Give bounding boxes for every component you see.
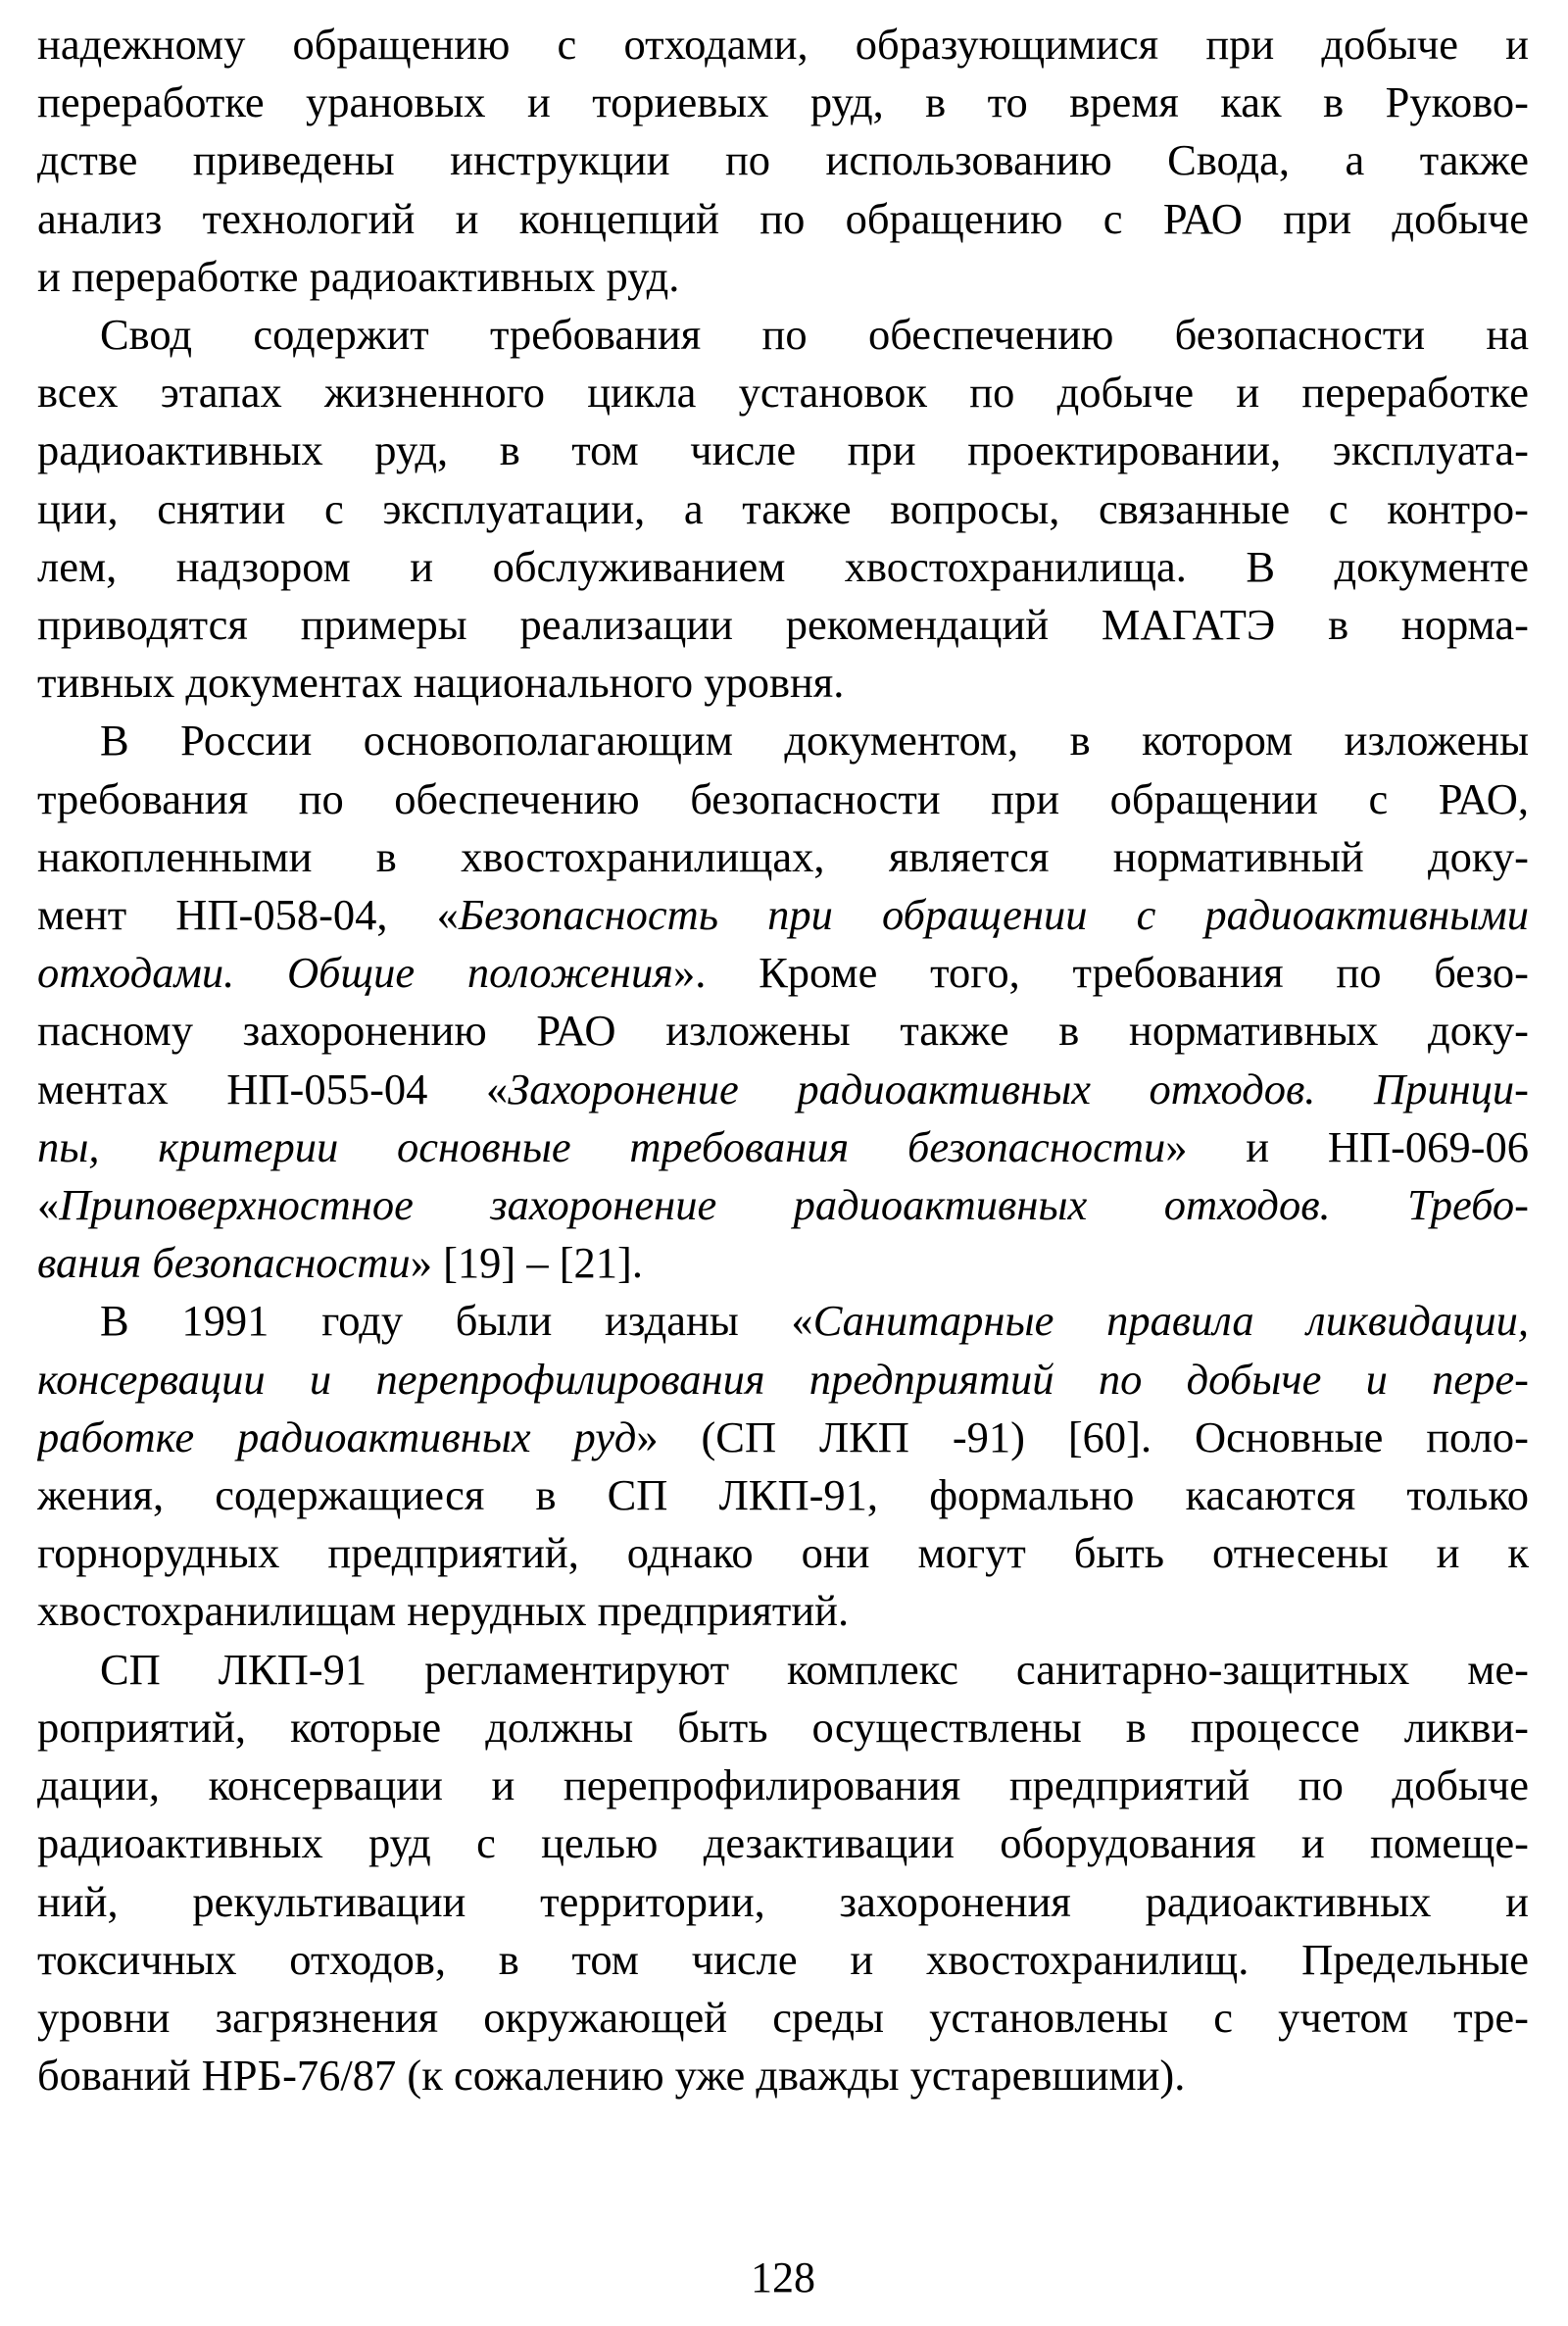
text-line: [37, 538, 1529, 596]
text-line: [37, 1409, 1529, 1466]
text-run: тивных документах национального уровня.: [37, 658, 845, 708]
book-page: [37, 16, 1529, 2309]
paragraph: [37, 16, 1529, 306]
text-run: горнорудных предприятий, однако они могут быть отнесены и к: [37, 1528, 1529, 1578]
italic-text-run: Приповерхностное захоронение радиоактивных отходов. Требо-: [59, 1180, 1529, 1230]
text-run: роприятий, которые должны быть осуществлены в процессе ликви-: [37, 1702, 1529, 1752]
text-run: «: [37, 1180, 60, 1230]
text-line: [37, 1292, 1529, 1350]
text-run: лем, надзором и обслуживанием хвостохранилища. В документе: [37, 541, 1529, 591]
text-line: [37, 421, 1529, 479]
text-run: ции, снятии с эксплуатации, а также вопросы, связанные с контро-: [37, 483, 1529, 533]
text-line: [37, 1234, 1529, 1292]
text-run: дации, консервации и перепрофилирования предприятий по добыче: [37, 1760, 1529, 1810]
text-run: ментах НП-055-04 «: [37, 1064, 509, 1114]
text-run: накопленными в хвостохранилищах, является нормативный доку-: [37, 831, 1529, 881]
text-line: [37, 16, 1529, 74]
text-line: [37, 1757, 1529, 1814]
paragraph: [37, 1292, 1529, 1640]
text-line: [37, 596, 1529, 654]
text-line: [37, 828, 1529, 886]
text-run: » (СП ЛКП -91) [60]. Основные поло-: [636, 1411, 1529, 1461]
text-run: ний, рекультивации территории, захоронения радиоактивных и: [37, 1876, 1529, 1926]
text-line: [37, 2047, 1529, 2104]
text-run: пасному захоронению РАО изложены также в нормативных доку-: [37, 1006, 1529, 1056]
text-run: токсичных отходов, в том числе и хвостохранилищ. Предельные: [37, 1934, 1529, 1984]
text-run: всех этапах жизненного цикла установок по добыче и переработке: [37, 368, 1529, 418]
text-line: [37, 1351, 1529, 1409]
text-run: радиоактивных руд с целью дезактивации оборудования и помеще-: [37, 1818, 1529, 1868]
text-run: бований НРБ-76/87 (к сожалению уже дважды устаревшими).: [37, 2051, 1186, 2101]
text-run: радиоактивных руд, в том числе при проектировании, эксплуата-: [37, 425, 1529, 475]
italic-text-run: работке радиоактивных руд: [37, 1411, 637, 1461]
page-number: 128: [751, 2253, 815, 2301]
text-run: и переработке радиоактивных руд.: [37, 251, 680, 301]
text-run: уровни загрязнения окружающей среды установлены с учетом тре-: [37, 1992, 1529, 2042]
text-run: приводятся примеры реализации рекомендаций МАГАТЭ в норма-: [37, 600, 1529, 650]
text-line: [37, 886, 1529, 944]
paragraph: [37, 712, 1529, 1292]
text-run: Свод содержит требования по обеспечению безопасности на: [100, 310, 1529, 360]
italic-text-run: Безопасность при обращении с радиоактивными: [458, 890, 1529, 940]
text-line: [37, 1582, 1529, 1640]
text-run: требования по обеспечению безопасности при обращении с РАО,: [37, 773, 1529, 823]
paragraph: [37, 306, 1529, 712]
text-line: [37, 1002, 1529, 1060]
text-line: [37, 944, 1529, 1002]
page-body-text: [37, 16, 1529, 2104]
text-run: мент НП-058-04, «: [37, 890, 459, 940]
text-line: [37, 712, 1529, 769]
text-run: дстве приведены инструкции по использованию Свода, а также: [37, 135, 1529, 185]
text-line: [37, 1814, 1529, 1872]
text-run: В России основополагающим документом, в котором изложены: [100, 716, 1529, 766]
text-line: [37, 1118, 1529, 1176]
text-line: [37, 306, 1529, 364]
text-line: [37, 770, 1529, 828]
text-run: » [19] – [21].: [410, 1238, 643, 1288]
text-run: надежному обращению с отходами, образующимися при добыче и: [37, 20, 1529, 69]
text-line: [37, 248, 1529, 306]
italic-text-run: вания безопасности: [37, 1238, 411, 1288]
text-line: [37, 1873, 1529, 1931]
text-line: [37, 190, 1529, 248]
text-line: [37, 1989, 1529, 2047]
italic-text-run: Санитарные правила ликвидации,: [812, 1296, 1529, 1346]
text-line: [37, 1466, 1529, 1524]
text-run: В 1991 году были изданы «: [100, 1296, 813, 1346]
text-run: ». Кроме того, требования по безо-: [672, 948, 1529, 998]
text-run: жения, содержащиеся в СП ЛКП-91, формально касаются только: [37, 1470, 1529, 1520]
text-line: [37, 1699, 1529, 1757]
text-run: СП ЛКП-91 регламентируют комплекс санитарно-защитных ме-: [100, 1644, 1529, 1694]
text-line: [37, 1641, 1529, 1699]
text-line: [37, 74, 1529, 131]
text-line: [37, 654, 1529, 712]
italic-text-run: отходами. Общие положения: [37, 948, 673, 998]
text-run: » и НП-069-06: [1165, 1121, 1529, 1171]
text-line: [37, 364, 1529, 421]
text-line: [37, 1061, 1529, 1118]
paragraph: [37, 1641, 1529, 2105]
italic-text-run: консервации и перепрофилирования предприятий по добыче и пере-: [37, 1354, 1529, 1404]
italic-text-run: пы, критерии основные требования безопасности: [37, 1121, 1166, 1171]
text-line: [37, 480, 1529, 538]
text-run: хвостохранилищам нерудных предприятий.: [37, 1586, 850, 1636]
text-run: анализ технологий и концепций по обращению с РАО при добыче: [37, 193, 1529, 243]
text-line: [37, 1524, 1529, 1582]
italic-text-run: Захоронение радиоактивных отходов. Принци-: [508, 1064, 1529, 1114]
text-run: переработке урановых и ториевых руд, в то время как в Руково-: [37, 77, 1529, 127]
text-line: [37, 1176, 1529, 1234]
text-line: [37, 1931, 1529, 1989]
text-line: [37, 131, 1529, 189]
